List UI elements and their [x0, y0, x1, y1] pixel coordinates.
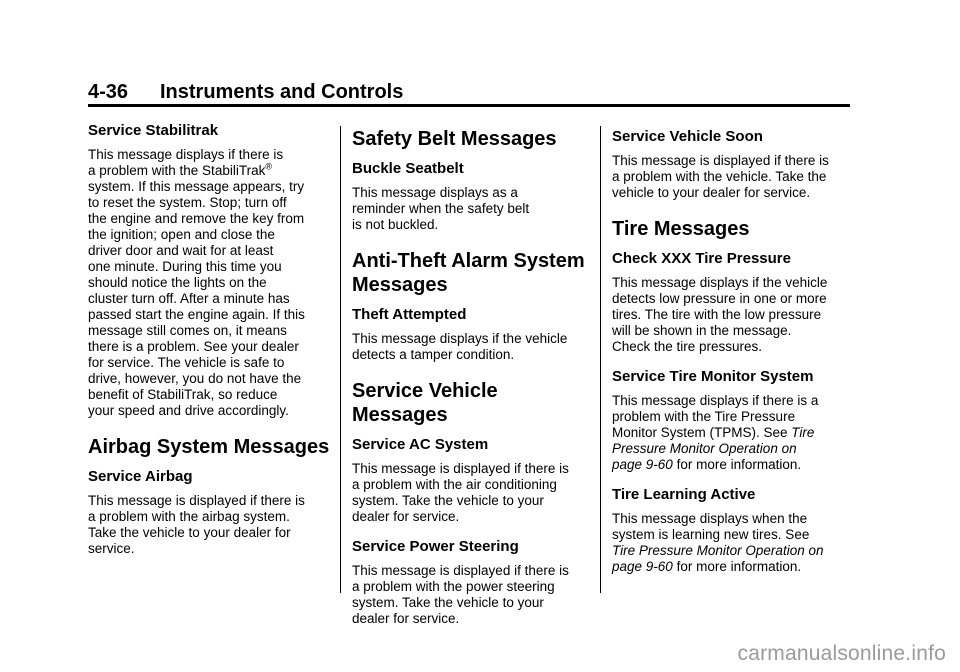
tire-monitor-text-part-1: This message displays if there is a problem with the Tire Pressure Monitor System (TPMS). See	[612, 393, 819, 440]
header-rule	[88, 104, 850, 107]
column-divider-1	[340, 126, 341, 593]
tire-learning-active-text	[612, 511, 858, 575]
page-header	[88, 80, 850, 104]
tire-learning-active-heading: Tire Learning Active	[612, 486, 756, 503]
safety-belt-messages-heading: Safety Belt Messages	[352, 128, 557, 150]
service-vehicle-soon-text: This message is displayed if there is a problem with the vehicle. Take the vehicle to your dealer for service.	[612, 153, 829, 200]
buckle-seatbelt-text: This message displays as a reminder when the safety belt is not buckled.	[352, 185, 530, 232]
check-tire-pressure-text: This message displays if the vehicle detects low pressure in one or more tires. The tire with the low pressure will be shown in the message. Check the tire pressures.	[612, 275, 828, 354]
service-vehicle-soon-heading: Service Vehicle Soon	[612, 128, 763, 145]
service-tire-monitor-text	[612, 393, 858, 473]
service-tire-monitor-heading: Service Tire Monitor System	[612, 368, 814, 385]
tire-learning-text-part-2: for more information.	[672, 559, 802, 574]
service-stabilitrak-heading: Service Stabilitrak	[88, 122, 219, 139]
service-vehicle-messages-heading: Service Vehicle Messages	[352, 380, 498, 426]
service-stabilitrak-text	[88, 147, 334, 419]
buckle-seatbelt-heading: Buckle Seatbelt	[352, 160, 464, 177]
section-title: Instruments and Controls	[160, 81, 404, 103]
tire-learning-text-part-1: This message displays when the system is learning new tires. See	[612, 511, 810, 542]
column-2	[352, 121, 598, 639]
tire-pressure-monitor-link[interactable]: Tire Pressure Monitor Operation on page 9‑60	[612, 425, 815, 472]
theft-attempted-text: This message displays if the vehicle detects a tamper condition.	[352, 331, 568, 362]
stabilitrak-text-part-2: system. If this message appears, try to reset the system. Stop; turn off the engine and remove the key from the ignition; open and close the driver door and wait for at least one minute. During this time you should notice the lights on the cluster turn off. After a minute has passed start the engine again. If this message still comes on, it means there is a problem. See your dealer for service. The vehicle is safe to drive, however, you do not have the benefit of StabiliTrak, so reduce your speed and drive accordingly.	[88, 179, 305, 418]
anti-theft-alarm-heading: Anti-Theft Alarm System Messages	[352, 250, 585, 296]
watermark: carmanualsonline.info	[737, 642, 946, 665]
column-1	[88, 121, 334, 569]
service-airbag-heading: Service Airbag	[88, 468, 193, 485]
theft-attempted-heading: Theft Attempted	[352, 306, 467, 323]
page-number: 4-36	[88, 81, 129, 103]
service-ac-system-text: This message is displayed if there is a problem with the air conditioning system. Take the vehicle to your dealer for service.	[352, 461, 569, 524]
service-ac-system-heading: Service AC System	[352, 436, 489, 453]
tire-pressure-monitor-link-2[interactable]: Tire Pressure Monitor Operation on page 9‑60	[612, 543, 824, 574]
tire-monitor-text-part-2: for more information.	[672, 457, 802, 472]
check-tire-pressure-heading: Check XXX Tire Pressure	[612, 250, 791, 267]
tire-messages-heading: Tire Messages	[612, 218, 750, 240]
service-power-steering-heading: Service Power Steering	[352, 538, 519, 555]
service-airbag-text: This message is displayed if there is a problem with the airbag system. Take the vehicle to your dealer for service.	[88, 493, 305, 556]
service-power-steering-text: This message is displayed if there is a problem with the power steering system. Take the vehicle to your dealer for service.	[352, 563, 569, 626]
column-3	[612, 121, 858, 587]
column-divider-2	[600, 126, 601, 593]
registered-mark: ®	[265, 161, 272, 172]
airbag-system-messages-heading: Airbag System Messages	[88, 436, 330, 458]
stabilitrak-text-part-1: This message displays if there is a problem with the StabiliTrak	[88, 147, 284, 178]
